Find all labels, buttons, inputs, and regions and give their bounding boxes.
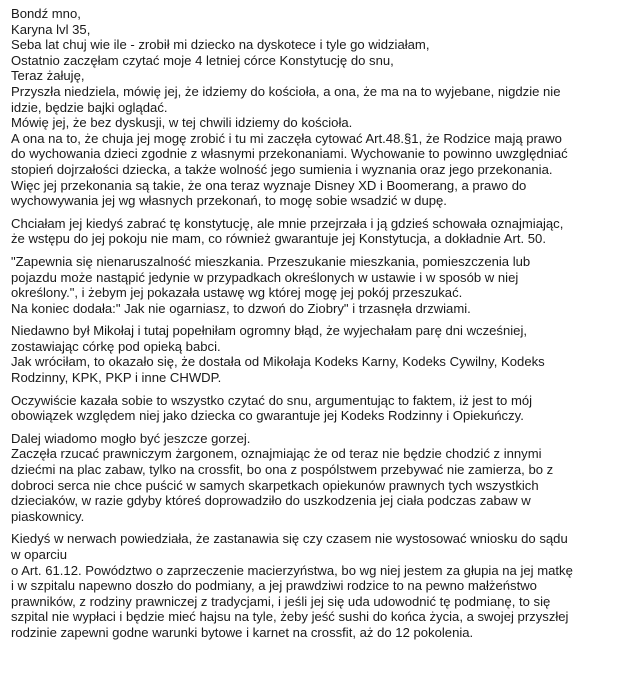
paragraph: [11, 323, 621, 385]
text-line: dziećmi na plac zabaw, tylko na crossfit, bo ona z pospólstwem przebywać nie zamierza, bo z: [11, 462, 554, 478]
text-line: Mówię jej, że bez dyskusji, w tej chwili idziemy do kościoła.: [11, 115, 353, 131]
text-line: Dalej wiadomo mogło być jeszcze gorzej.: [11, 430, 251, 446]
text-line: stopień dojrzałości dziecka, a także wolność jego sumienia i wyznania oraz jego przekonania.: [11, 161, 553, 177]
text-line: Karyna lvl 35,: [11, 21, 91, 37]
text-line: Przyszła niedziela, mówię jej, że idziemy do kościoła, a ona, że ma na to wyjebane, nigdzie nie: [11, 83, 561, 99]
text-line: Ostatnio zaczęłam czytać moje 4 letniej córce Konstytucję do snu,: [11, 52, 394, 68]
text-line: Seba lat chuj wie ile - zrobił mi dziecko na dyskotece i tyle go widziałam,: [11, 37, 430, 53]
text-line: rodzinie zapewni godne warunki bytowe i karnet na crossfit, aż do 12 pokolenia.: [11, 624, 474, 640]
text-line: prawników, z rodziny prawniczej z tradycjami, i jeśli jej się uda udowodnić tę podmianę, to się: [11, 593, 551, 609]
text-line: do wychowania dzieci zgodnie z własnymi przekonaniami. Wychowanie to powinno uwzględniać: [11, 146, 568, 162]
text-line: Bondź mno,: [11, 6, 81, 21]
text-line: wychowywania jej wg własnych przekonań, to mogę sobie wsadzić w dupę.: [11, 193, 447, 209]
text-line: szpital nie wypłaci i będzie mieć hajsu na tyle, żeby jeść sushi do końca życia, a swojej przyszłej: [11, 609, 569, 625]
text-line: dzieciaków, w razie gdyby któreś doprowadziło do uszkodzenia jej ciała podczas zabaw w: [11, 493, 531, 509]
text-panel: [11, 6, 621, 648]
paragraph: [11, 431, 621, 525]
paragraph: [11, 6, 621, 209]
text-line: w oparciu: [11, 547, 68, 562]
text-line: Oczywiście kazała sobie to wszystko czytać do snu, argumentując to faktem, iż jest to mój: [11, 392, 533, 408]
text-line: i w szpitalu napewno doszło do podmiany, a jej prawdziwi rodzice to na pewno małżeństwo: [11, 578, 537, 594]
text-line: Niedawno był Mikołaj i tutaj popełniłam ogromny błąd, że wyjechałam parę dni wcześniej,: [11, 323, 528, 339]
paragraph: [11, 254, 621, 316]
text-line: Chciałam jej kiedyś zabrać tę konstytucję, ale mnie przejrzała i ją gdzieś schowała oznajmiając,: [11, 215, 564, 231]
paragraph: [11, 393, 621, 424]
text-line: pojazdu może nastąpić jedynie w przypadkach określonych w ustawie i w sposób w niej: [11, 269, 519, 285]
text-line: obowiązek względem niej jako dziecka co gwarantuje jej Kodeks Rodzinny i Opiekuńczy.: [11, 408, 524, 424]
text-line: idzie, będzie bajki oglądać.: [11, 99, 168, 115]
text-line: określony.", i żebym jej pokazała ustawę wg której mogę jej pokój przeszukać.: [11, 285, 463, 301]
text-line: zostawiając córkę pod opieką babci.: [11, 338, 221, 354]
text-line: Na koniec dodała:" Jak nie ogarniasz, to dzwoń do Ziobry" i trzasnęła drzwiami.: [11, 300, 471, 316]
text-line: dobroci serca nie chce puścić w samych skarpetkach opiekunów prawnych tych wszystkich: [11, 477, 539, 493]
text-line: Zaczęła rzucać prawniczym żargonem, oznajmiając że od teraz nie będzie chodzić z innymi: [11, 446, 542, 462]
text-line: piaskownicy.: [11, 508, 85, 524]
text-line: o Art. 61.12. Powództwo o zaprzeczenie macierzyństwa, bo wg niej jestem za głupia na jej matkę: [11, 562, 573, 578]
text-line: Kiedyś w nerwach powiedziała, że zastanawia się czy czasem nie wystosować wniosku do sądu: [11, 531, 568, 547]
text-line: A ona na to, że chuja jej mogę zrobić i tu mi zaczęła cytować Art.48.§1, że Rodzice mają prawo: [11, 130, 562, 146]
paragraph: [11, 216, 621, 247]
text-line: Rodzinny, KPK, PKP i inne CHWDP.: [11, 370, 222, 386]
text-line: Więc jej przekonania są takie, że ona teraz wyznaje Disney XD i Boomerang, a prawo do: [11, 177, 527, 193]
text-line: "Zapewnia się nienaruszalność mieszkania. Przeszukanie mieszkania, pomieszczenia lub: [11, 253, 531, 269]
text-line: że wstępu do jej pokoju nie mam, co również gwarantuje jej Konstytucja, a dokładnie Art. 50.: [11, 231, 546, 247]
text-line: Jak wróciłam, to okazało się, że dostała od Mikołaja Kodeks Karny, Kodeks Cywilny, Kodeks: [11, 354, 545, 370]
text-line: Teraz żałuję,: [11, 68, 85, 84]
paragraph: [11, 531, 621, 640]
